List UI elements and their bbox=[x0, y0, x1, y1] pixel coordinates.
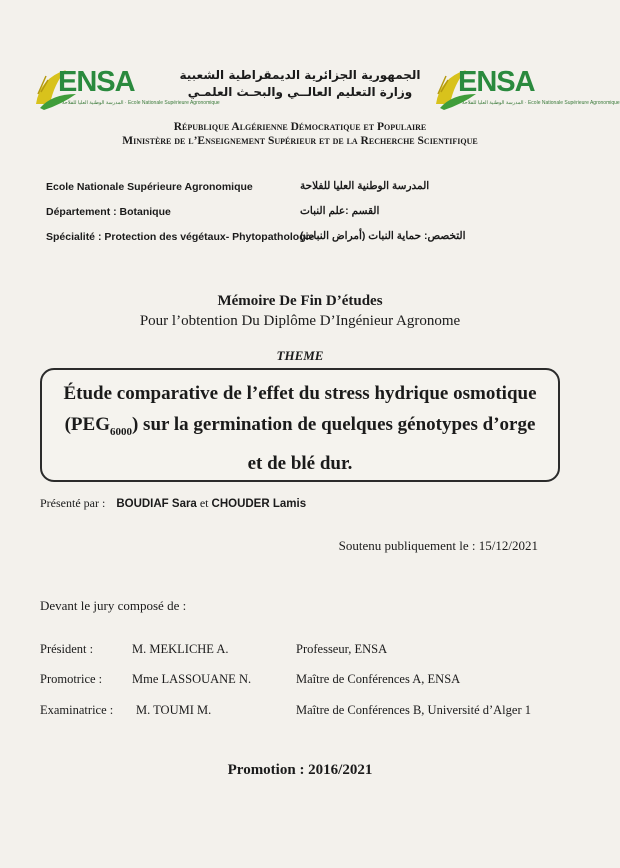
memoire-subtitle: Pour l’obtention Du Diplôme D’Ingénieur Agronome bbox=[139, 313, 461, 329]
specialty-ar: التخصص: حماية النبات (أمراض النبات) bbox=[300, 230, 466, 242]
promotion: Promotion : 2016/2021 bbox=[227, 762, 373, 778]
theme-label: THEME bbox=[276, 348, 324, 363]
specialty-fr: Spécialité : Protection des végétaux- Phytopathologie bbox=[46, 231, 315, 243]
jury-title-2: Maître de Conférences A, ENSA bbox=[296, 672, 461, 686]
theme-line-1: Étude comparative de l’effet du stress hydrique osmotique bbox=[63, 383, 537, 404]
jury-intro: Devant le jury composé de : bbox=[40, 598, 187, 613]
ensa-logo-right: ENSA المدرسة الوطنية العليا للفلاحة · Ecole Nationale Supérieure Agronomique bbox=[432, 62, 540, 114]
memoire-title: Mémoire De Fin D’études bbox=[217, 293, 383, 309]
theme-box bbox=[40, 368, 560, 482]
republic-title: République Algérienne Démocratique et Populaire bbox=[173, 121, 427, 133]
jury-role-1: Président : bbox=[40, 642, 94, 656]
presented-by bbox=[40, 496, 306, 511]
arabic-republic-line: الجمهورية الجزائرية الديمقراطية الشعبية bbox=[179, 68, 421, 82]
theme-line-3: et de blé dur. bbox=[247, 452, 353, 474]
jury-role-3: Examinatrice : bbox=[40, 703, 114, 717]
author-1: BOUDIAF Sara bbox=[116, 498, 197, 510]
defense-date: Soutenu publiquement le : 15/12/2021 bbox=[338, 538, 538, 553]
author-2: CHOUDER Lamis bbox=[211, 498, 307, 510]
theme-title bbox=[42, 378, 558, 479]
jury-name-2: Mme LASSOUANE N. bbox=[132, 672, 252, 686]
jury-name-1: M. MEKLICHE A. bbox=[132, 642, 229, 656]
ensa-logo-left: ENSA المدرسة الوطنية العليا للفلاحة · Ecole Nationale Supérieure Agronomique bbox=[32, 62, 140, 114]
school-name-ar: المدرسة الوطنية العليا للفلاحة bbox=[300, 180, 430, 192]
arabic-ministry-line: وزارة التعليم العالــي والبحـث العلمـي bbox=[187, 85, 413, 99]
presented-label: Présenté par : bbox=[40, 496, 106, 510]
jury-role-2: Promotrice : bbox=[40, 672, 103, 686]
conjunction: et bbox=[199, 496, 209, 510]
department-fr: Département : Botanique bbox=[46, 206, 171, 218]
department-ar: القسم :علم النبات bbox=[300, 205, 380, 217]
jury-name-3: M. TOUMI M. bbox=[136, 703, 212, 717]
ministry-title: Ministère de l’Enseignement Supérieur et de la Recherche Scientifique bbox=[122, 135, 478, 147]
school-name-fr: Ecole Nationale Supérieure Agronomique bbox=[46, 181, 253, 193]
theme-line-2: $(PEG_{6000})$ sur la germination de quelques génotypes d’orge bbox=[64, 414, 536, 438]
jury-title-3: Maître de Conférences B, Université d’Alger 1 bbox=[296, 703, 531, 717]
jury-title-1: Professeur, ENSA bbox=[296, 642, 388, 656]
